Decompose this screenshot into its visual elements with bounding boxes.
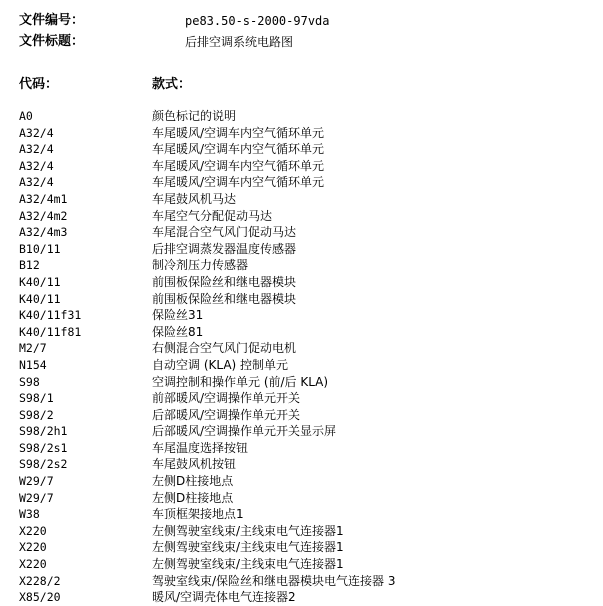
component-description: 暖风/空调壳体电气连接器2 <box>152 590 296 605</box>
component-code: S98/1 <box>19 391 54 406</box>
list-item <box>0 407 603 424</box>
component-code: S98/2s2 <box>19 457 68 472</box>
list-item <box>0 108 603 125</box>
list-item <box>0 257 603 274</box>
list-item <box>0 589 603 606</box>
list-item <box>0 340 603 357</box>
list-item <box>0 440 603 457</box>
component-code: X228/2 <box>19 573 61 588</box>
component-code: A32/4m1 <box>19 191 68 206</box>
list-item <box>0 539 603 556</box>
component-code: W29/7 <box>19 474 54 489</box>
list-item <box>0 224 603 241</box>
component-code: X220 <box>19 557 47 572</box>
list-item <box>0 390 603 407</box>
component-code: A32/4 <box>19 158 54 173</box>
component-code: S98/2h1 <box>19 424 68 439</box>
list-item <box>0 357 603 374</box>
list-item <box>0 374 603 391</box>
component-description: 空调控制和操作单元 (前/后 KLA) <box>152 374 329 389</box>
component-code: N154 <box>19 357 47 372</box>
component-description: 后部暖风/空调操作单元开关 <box>152 407 301 422</box>
component-description: 前围板保险丝和继电器模块 <box>152 291 297 306</box>
component-description: 后排空调蒸发器温度传感器 <box>152 241 297 256</box>
component-description: 车尾暖风/空调车内空气循环单元 <box>152 158 325 173</box>
component-description: 车尾暖风/空调车内空气循环单元 <box>152 142 325 157</box>
component-code: A32/4m3 <box>19 225 68 240</box>
list-item <box>0 125 603 142</box>
component-description: 车尾鼓风机按钮 <box>152 457 237 472</box>
component-description: 左侧D柱接地点 <box>152 490 234 505</box>
component-code: K40/11 <box>19 291 61 306</box>
component-description: 车尾暖风/空调车内空气循环单元 <box>152 175 325 190</box>
component-code: S98/2s1 <box>19 440 68 455</box>
list-item <box>0 324 603 341</box>
component-code: X220 <box>19 523 47 538</box>
component-code: K40/11f81 <box>19 324 82 339</box>
component-description: 前围板保险丝和继电器模块 <box>152 274 297 289</box>
component-description: 左侧驾驶室线束/主线束电气连接器1 <box>152 540 344 555</box>
component-code: X85/20 <box>19 590 61 605</box>
component-description: 前部暖风/空调操作单元开关 <box>152 391 301 406</box>
component-description: 车尾鼓风机马达 <box>152 191 237 206</box>
list-item <box>0 291 603 308</box>
component-description: 颜色标记的说明 <box>152 109 237 123</box>
doc-title-label: 文件标题： <box>19 34 85 49</box>
component-description: 车顶框架接地点1 <box>152 507 244 522</box>
column-header-code: 代码： <box>19 77 59 92</box>
list-item <box>0 307 603 324</box>
column-header-description: 款式： <box>152 77 192 92</box>
component-code: A32/4 <box>19 175 54 190</box>
component-description: 左侧驾驶室线束/主线束电气连接器1 <box>152 523 344 538</box>
component-code: W38 <box>19 507 40 522</box>
component-code: A0 <box>19 109 33 123</box>
list-item <box>0 191 603 208</box>
component-description: 后部暖风/空调操作单元开关显示屏 <box>152 424 337 439</box>
component-description: 左侧驾驶室线束/主线束电气连接器1 <box>152 557 344 572</box>
list-item <box>0 573 603 590</box>
list-item <box>0 523 603 540</box>
list-item <box>0 174 603 191</box>
component-code: B12 <box>19 258 40 273</box>
component-code: X220 <box>19 540 47 555</box>
component-code: A32/4 <box>19 142 54 157</box>
component-code: M2/7 <box>19 341 47 356</box>
component-code: S98/2 <box>19 407 54 422</box>
component-description: 自动空调 (KLA) 控制单元 <box>152 357 289 372</box>
component-code: K40/11 <box>19 274 61 289</box>
component-description: 车尾空气分配促动马达 <box>152 208 273 223</box>
component-code: A32/4 <box>19 125 54 140</box>
component-description: 驾驶室线束/保险丝和继电器模块电气连接器 3 <box>152 573 396 588</box>
component-code: B10/11 <box>19 241 61 256</box>
component-description: 车尾温度选择按钮 <box>152 440 249 455</box>
component-description: 保险丝81 <box>152 324 204 339</box>
list-item <box>0 141 603 158</box>
component-code: K40/11f31 <box>19 308 82 323</box>
doc-number-value: pe83.50-s-2000-97vda <box>185 14 330 28</box>
list-item <box>0 208 603 225</box>
list-item <box>0 473 603 490</box>
component-description: 车尾暖风/空调车内空气循环单元 <box>152 125 325 140</box>
component-description: 车尾混合空气风门促动马达 <box>152 225 297 240</box>
component-code: S98 <box>19 374 40 389</box>
list-item <box>0 556 603 573</box>
list-item <box>0 456 603 473</box>
list-item <box>0 423 603 440</box>
doc-title-value: 后排空调系统电路图 <box>185 35 294 49</box>
component-description: 制冷剂压力传感器 <box>152 258 249 273</box>
component-list <box>0 108 603 606</box>
doc-number-label: 文件编号： <box>19 13 85 28</box>
component-code: A32/4m2 <box>19 208 68 223</box>
component-description: 保险丝31 <box>152 308 204 323</box>
list-item <box>0 274 603 291</box>
component-code: W29/7 <box>19 490 54 505</box>
list-item <box>0 241 603 258</box>
list-item <box>0 490 603 507</box>
list-item <box>0 506 603 523</box>
component-description: 右侧混合空气风门促动电机 <box>152 341 297 356</box>
list-item <box>0 158 603 175</box>
component-description: 左侧D柱接地点 <box>152 474 234 489</box>
